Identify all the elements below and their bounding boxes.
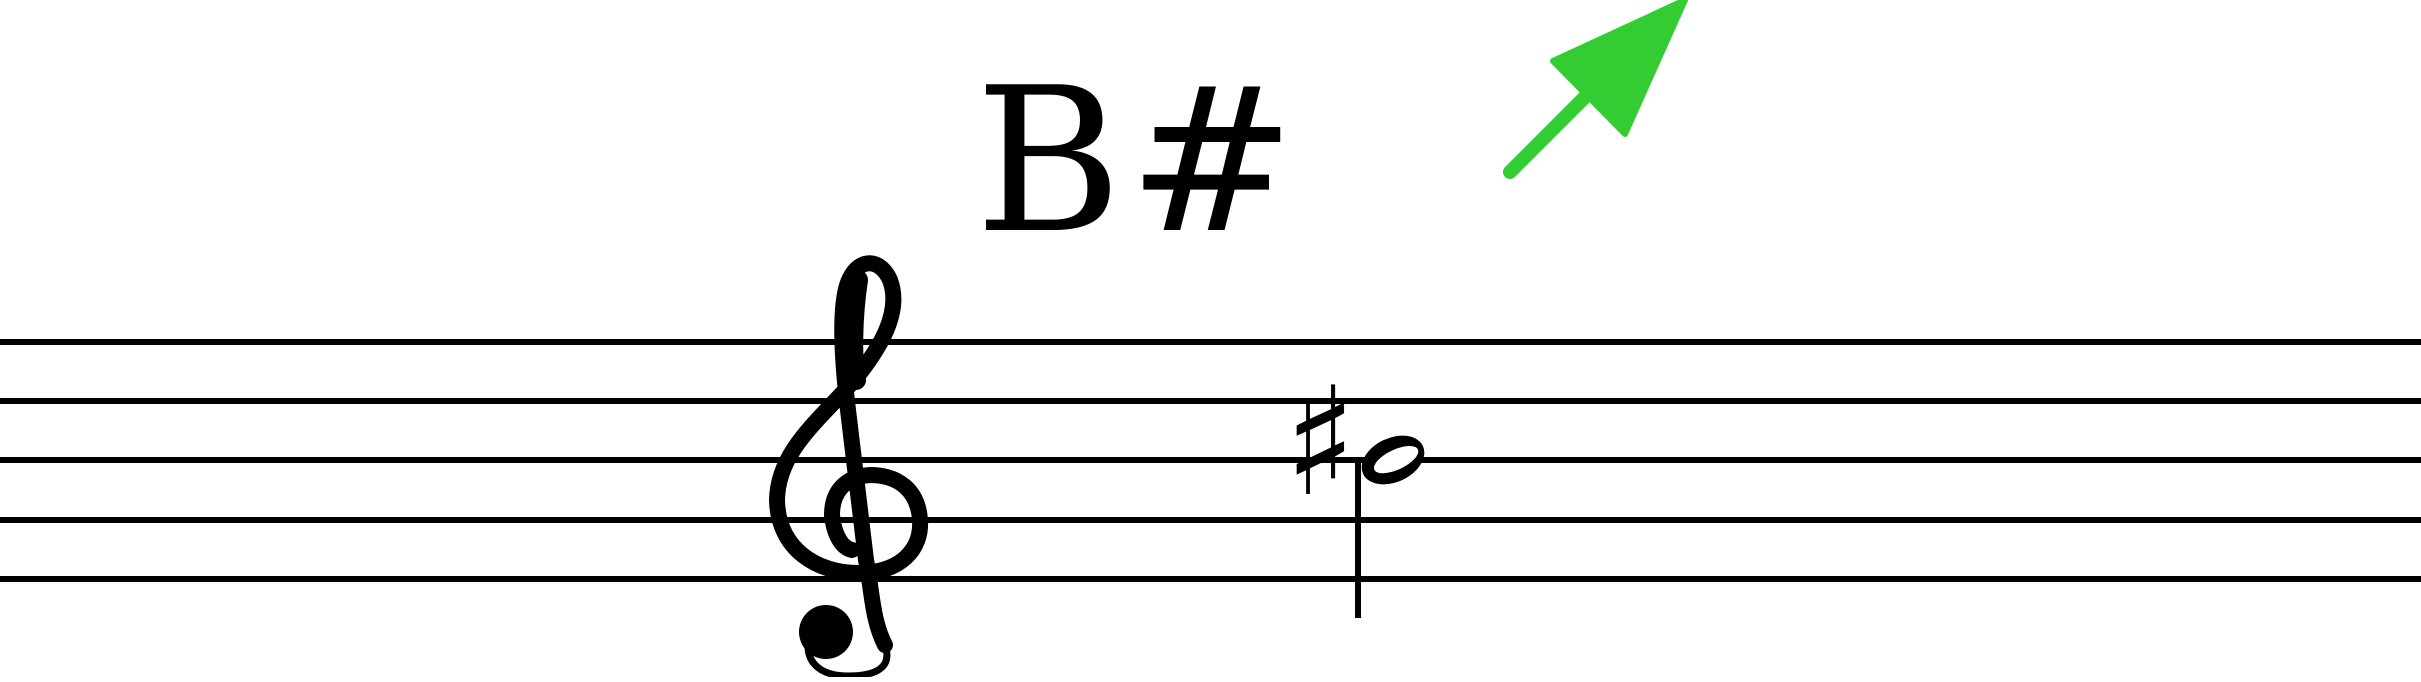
chord-symbol: B# [975,45,1302,278]
treble-clef-icon [777,263,920,676]
staff [0,342,2421,579]
arrow-up-right-icon [1510,0,1685,172]
accidental-sharp: ♯ [1284,356,1357,530]
note-head [1354,426,1432,494]
